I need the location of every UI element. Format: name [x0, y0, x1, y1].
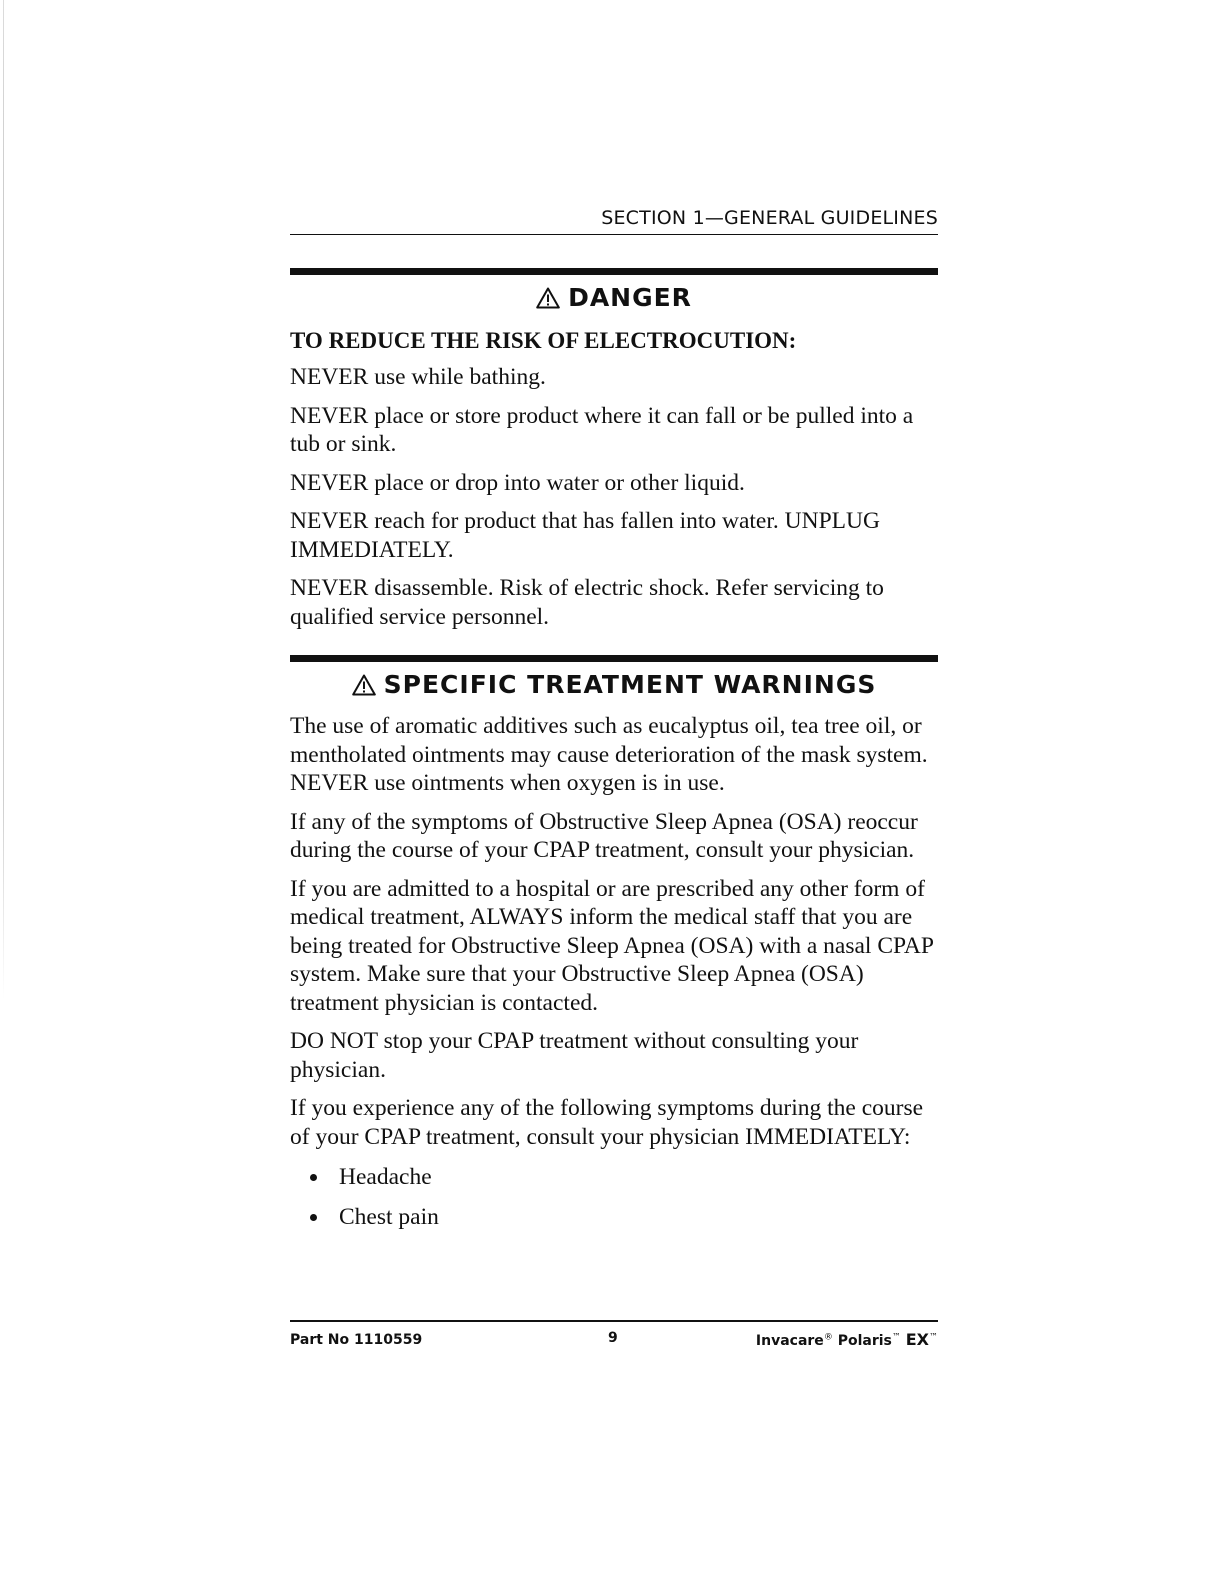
danger-paragraph: NEVER use while bathing.: [290, 364, 546, 390]
brand-name: Invacare: [755, 1333, 824, 1349]
danger-section: [290, 268, 938, 631]
bullet-icon: [310, 1214, 317, 1221]
page-number: 9: [608, 1330, 618, 1346]
danger-subheading: TO REDUCE THE RISK OF ELECTROCUTION:: [290, 328, 797, 353]
symptom-list: [290, 1163, 938, 1231]
manual-page: [290, 206, 938, 1243]
treatment-paragraph: If you are admitted to a hospital or are prescribed any other form of medical treatment, ALWAYS inform the medical staff that you are being treated for Obstructive Sleep Apnea (OSA) with a nasal CPAP system. Make sure that your Obstructive Sleep Apnea (OSA) treatment physician is contacted.: [290, 875, 934, 1016]
part-number: Part No 1110559: [290, 1331, 423, 1348]
symptom-label: Chest pain: [339, 1204, 439, 1230]
treatment-rule: [290, 655, 938, 662]
scan-edge-artifact: [3, 0, 4, 1000]
danger-rule: [290, 268, 938, 275]
treatment-title: SPECIFIC TREATMENT WARNINGS: [383, 670, 877, 699]
product-model: EX: [905, 1330, 929, 1349]
trademark-mark: ™: [891, 1332, 901, 1343]
symptom-list-item: [310, 1163, 938, 1191]
trademark-mark: ™: [929, 1332, 938, 1343]
section-header: SECTION 1—GENERAL GUIDELINES: [290, 206, 938, 235]
bullet-icon: [310, 1174, 317, 1181]
danger-heading: [290, 283, 938, 313]
danger-title: DANGER: [568, 283, 692, 312]
danger-paragraph: NEVER disassemble. Risk of electric shock. Refer servicing to qualified service personnel.: [290, 575, 884, 630]
danger-paragraph: NEVER reach for product that has fallen into water. UNPLUG IMMEDIATELY.: [290, 508, 880, 563]
registered-mark: ®: [823, 1332, 833, 1343]
product-name: [756, 1330, 938, 1349]
symptom-list-item: [310, 1203, 938, 1231]
treatment-paragraph: If you experience any of the following symptoms during the course of your CPAP treatment, consult your physician IMMEDIATELY:: [290, 1095, 924, 1150]
treatment-paragraph: DO NOT stop your CPAP treatment without consulting your physician.: [290, 1028, 859, 1083]
treatment-heading: [290, 670, 938, 700]
warning-triangle-icon: [352, 674, 376, 696]
product-line: Polaris: [837, 1333, 892, 1349]
page-footer: [290, 1320, 938, 1349]
warning-triangle-icon: [536, 287, 560, 309]
treatment-warnings-section: [290, 655, 938, 1231]
treatment-paragraph: If any of the symptoms of Obstructive Sleep Apnea (OSA) reoccur during the course of your CPAP treatment, consult your physician.: [290, 808, 918, 863]
symptom-label: Headache: [339, 1164, 432, 1190]
danger-paragraph: NEVER place or store product where it can fall or be pulled into a tub or sink.: [290, 402, 914, 457]
treatment-paragraph: The use of aromatic additives such as eucalyptus oil, tea tree oil, or mentholated ointments may cause deterioration of the mask system. NEVER use ointments when oxygen is in use.: [290, 713, 928, 796]
danger-paragraph: NEVER place or drop into water or other liquid.: [290, 469, 745, 496]
